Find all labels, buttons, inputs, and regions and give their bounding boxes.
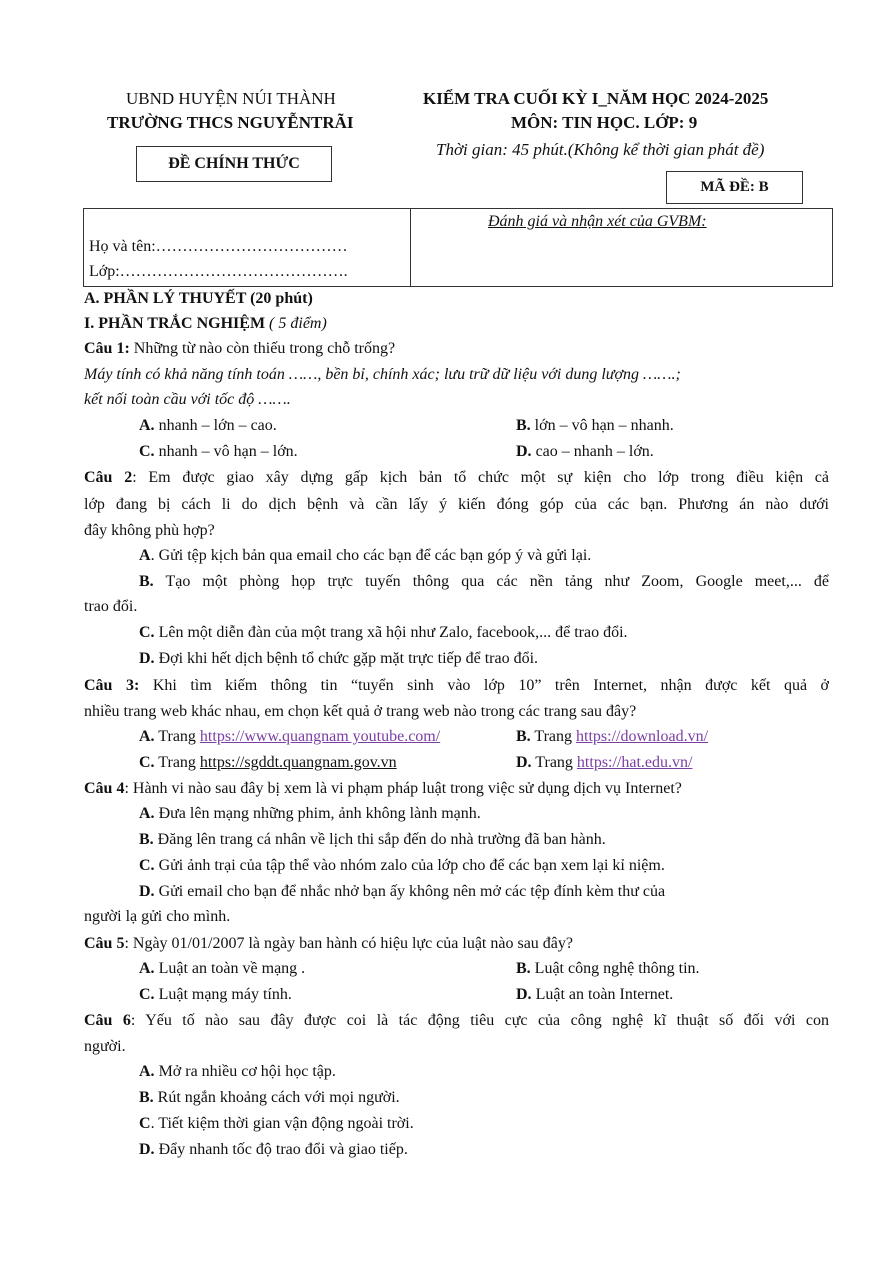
- question-2-line2: lớp đang bị cách li do dịch bệnh và cần lấy ý kiến đóng góp của các bạn. Phương án nào dưới: [84, 496, 829, 513]
- q2-option-c[interactable]: C. Lên một diễn đàn của một trang xã hội như Zalo, facebook,... để trao đổi.: [139, 624, 628, 641]
- q6-option-c[interactable]: C. Tiết kiệm thời gian vận động ngoài trời.: [139, 1115, 414, 1132]
- q5-option-c[interactable]: C. Luật mạng máy tính.: [139, 986, 292, 1003]
- question-4: Câu 4: Hành vi nào sau đây bị xem là vi phạm pháp luật trong việc sử dụng dịch vụ Internet?: [84, 780, 682, 797]
- question-text: Những từ nào còn thiếu trong chỗ trống?: [133, 340, 396, 357]
- q2-option-b[interactable]: B. Tạo một phòng họp trực tuyến thông qua các nền tảng như Zoom, Google meet,... để: [139, 573, 829, 590]
- q3-link-b[interactable]: https://download.vn/: [576, 728, 709, 745]
- q4-option-b[interactable]: B. Đăng lên trang cá nhân về lịch thi sắp đến do nhà trường đã ban hành.: [139, 831, 606, 848]
- question-6: Câu 6: Yếu tố nào sau đây được coi là tác động tiêu cực của công nghệ kĩ thuật số đối với con: [84, 1012, 830, 1029]
- header-subject: MÔN: TIN HỌC. LỚP: 9: [511, 113, 698, 132]
- question-1: [84, 338, 829, 360]
- q3-option-b[interactable]: B. Trang https://download.vn/: [516, 728, 709, 745]
- q5-option-d[interactable]: D. Luật an toàn Internet.: [516, 986, 674, 1003]
- student-info-table: [83, 208, 833, 287]
- q1-option-d[interactable]: D. cao – nhanh – lớn.: [516, 443, 654, 460]
- question-1-sentence-cont: kết nối toàn cầu với tốc độ …….: [84, 391, 291, 408]
- q6-option-d[interactable]: D. Đẩy nhanh tốc độ trao đổi và giao tiếp.: [139, 1141, 408, 1158]
- header-exam-title: KIỂM TRA CUỐI KỲ I_NĂM HỌC 2024-2025: [423, 89, 769, 108]
- q3-link-c[interactable]: https://sgddt.quangnam.gov.vn: [199, 754, 397, 771]
- official-badge: ĐỀ CHÍNH THỨC: [136, 146, 332, 182]
- question-2-line3: đây không phù hợp?: [84, 522, 215, 539]
- question-label: Câu 1:: [84, 340, 130, 357]
- q6-option-a[interactable]: A. Mở ra nhiều cơ hội học tập.: [139, 1063, 336, 1080]
- q3-option-d[interactable]: D. Trang https://hat.edu.vn/: [516, 754, 693, 771]
- q6-option-b[interactable]: B. Rút ngắn khoảng cách với mọi người.: [139, 1089, 400, 1106]
- question-3-line2: nhiều trang web khác nhau, em chọn kết quả ở trang web nào trong các trang sau đây?: [84, 703, 637, 720]
- question-5: Câu 5: Ngày 01/01/2007 là ngày ban hành có hiệu lực của luật nào sau đây?: [84, 935, 573, 952]
- question-3: Câu 3: Khi tìm kiếm thông tin “tuyển sinh vào lớp 10” trên Internet, nhận được kết quả ở: [84, 677, 830, 694]
- exam-code-badge: MÃ ĐỀ: B: [666, 171, 803, 204]
- section-i-title: [84, 313, 829, 335]
- q1-option-a[interactable]: A. nhanh – lớn – cao.: [139, 417, 277, 434]
- student-name-field[interactable]: Họ và tên:………………………………: [89, 238, 348, 255]
- header-left-org: UBND HUYỆN NÚI THÀNH: [126, 89, 336, 108]
- q2-option-d[interactable]: D. Đợi khi hết dịch bệnh tổ chức gặp mặt trực tiếp để trao đổi.: [139, 650, 539, 667]
- teacher-evaluation-label: Đánh giá và nhận xét của GVBM:: [488, 213, 707, 230]
- q4-option-d-cont: người lạ gửi cho mình.: [84, 908, 231, 925]
- section-i-label: I. PHẦN TRẮC NGHIỆM: [84, 315, 266, 332]
- q2-option-a[interactable]: A. Gửi tệp kịch bản qua email cho các bạn để các bạn góp ý và gửi lại.: [139, 547, 592, 564]
- q5-option-a[interactable]: A. Luật an toàn về mạng .: [139, 960, 306, 977]
- q4-option-c[interactable]: C. Gửi ảnh trại của tập thể vào nhóm zalo của lớp cho để các bạn xem lại kỉ niệm.: [139, 857, 665, 874]
- section-a-title: A. PHẦN LÝ THUYẾT (20 phút): [84, 290, 313, 307]
- q2-option-b-cont: trao đổi.: [84, 598, 138, 615]
- q1-option-c[interactable]: C. nhanh – vô hạn – lớn.: [139, 443, 298, 460]
- q5-option-b[interactable]: B. Luật công nghệ thông tin.: [516, 960, 700, 977]
- question-2: Câu 2: Em được giao xây dựng gấp kịch bản tổ chức một sự kiện cho lớp trong điều kiện cả: [84, 469, 830, 486]
- q4-option-a[interactable]: A. Đưa lên mạng những phim, ảnh không lành mạnh.: [139, 805, 481, 822]
- student-class-field[interactable]: Lớp:…………………………………….: [89, 263, 348, 280]
- question-6-line2: người.: [84, 1038, 126, 1055]
- q3-option-a[interactable]: A. Trang https://www.quangnam youtube.com/: [139, 728, 441, 745]
- q4-option-d[interactable]: D. Gửi email cho bạn để nhắc nhở bạn ấy không nên mở các tệp đính kèm thư của: [139, 883, 666, 900]
- q3-link-d[interactable]: https://hat.edu.vn/: [576, 754, 693, 771]
- section-i-points: ( 5 điểm): [269, 315, 327, 332]
- header-time: Thời gian: 45 phút.(Không kể thời gian phát đề): [436, 140, 765, 159]
- header-left-school: TRƯỜNG THCS NGUYỄNTRÃI: [107, 113, 354, 132]
- q3-option-c[interactable]: C. Trang https://sgddt.quangnam.gov.vn: [139, 754, 397, 771]
- question-1-sentence: Máy tính có khả năng tính toán ……, bền bỉ, chính xác; lưu trữ dữ liệu với dung lượng …….;: [84, 366, 681, 383]
- q3-link-a[interactable]: https://www.quangnam youtube.com/: [199, 728, 441, 745]
- q1-option-b[interactable]: B. lớn – vô hạn – nhanh.: [516, 417, 674, 434]
